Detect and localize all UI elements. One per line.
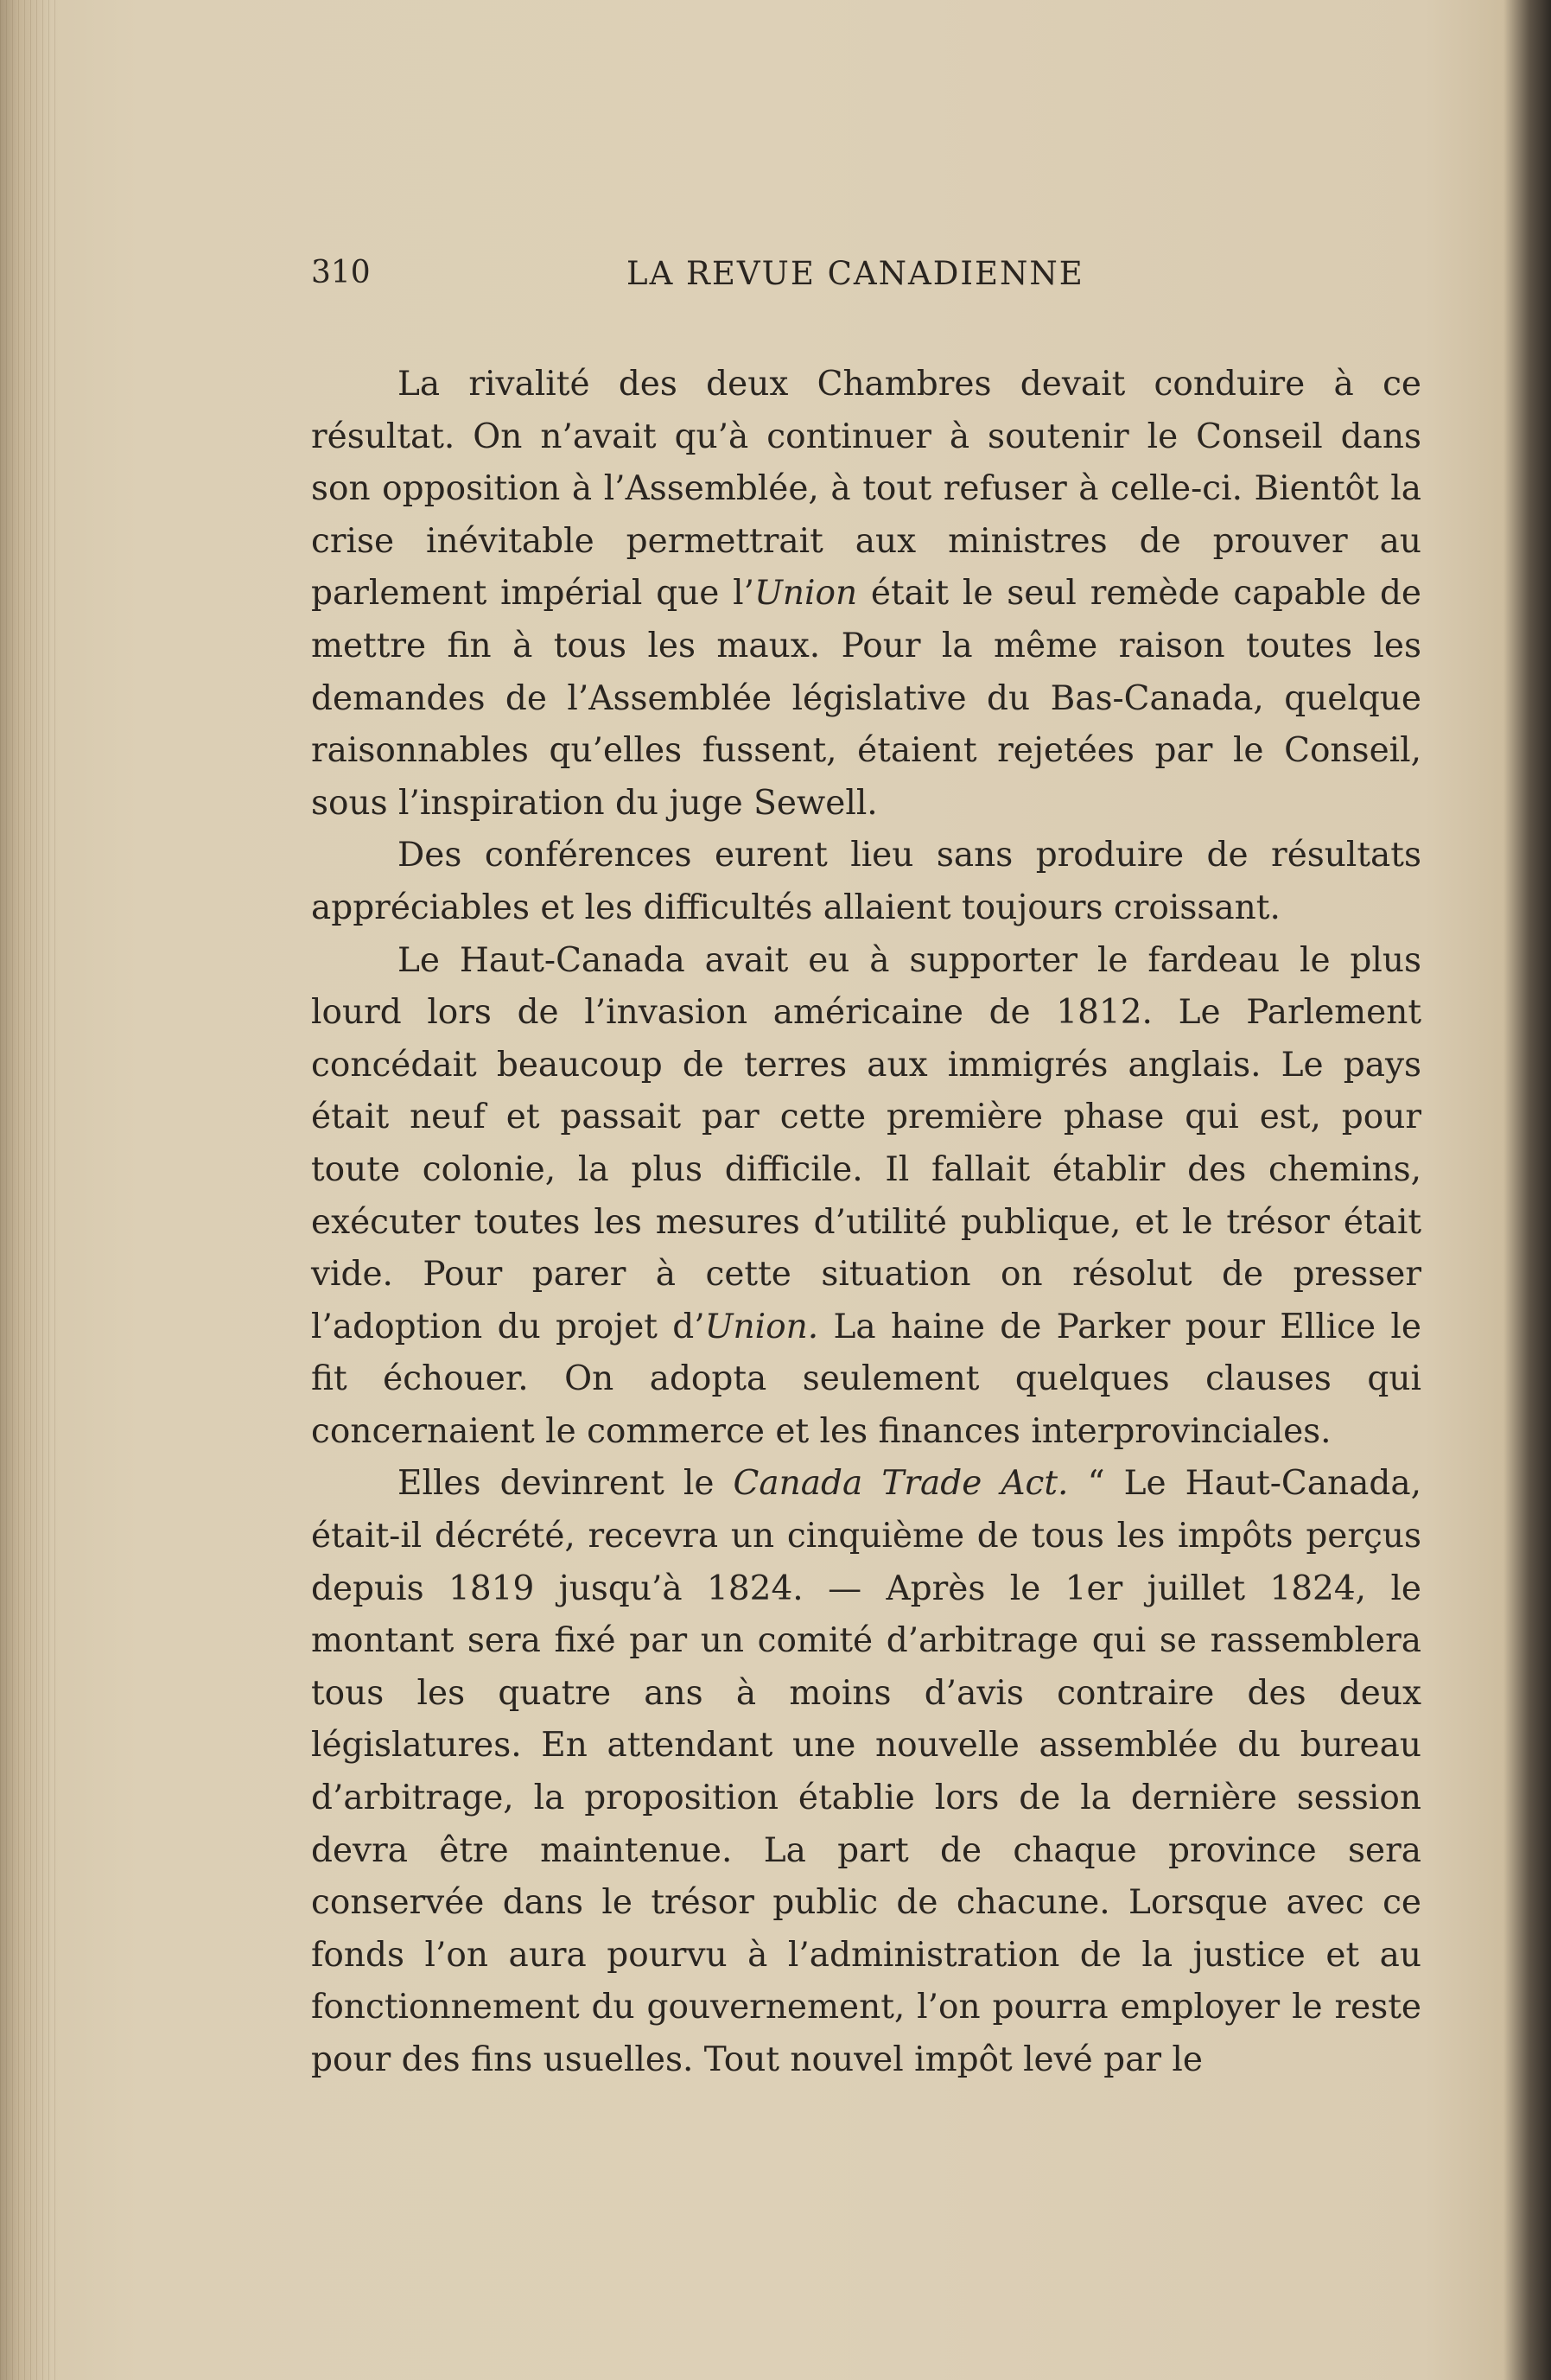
italic-segment: Canada Trade Act. (733, 1464, 1069, 1504)
text-segment: “ Le Haut-Canada, était-il décrété, recevra un cinquième de tous les impôts perçus depuis 1819 jusqu’à 1824. — Après le 1er juillet 1824, le montant sera fixé par un comité d’arbitrage qui se rassemblera tous les quatre ans à moins d’avis contraire des deux législatures. En attendant une nouvelle assemblée du bureau d’arbitrage, la proposition établie lors de la dernière session devra être maintenue. La part de chaque province sera conservée dans le trésor public de chacune. Lorsque avec ce fonds l’on aura pourvu à l’administration de la justice et au fonctionnement du gouvernement, l’on pourra employer le reste pour des fins usuelles. Tout nouvel impôt levé par le (311, 1464, 1421, 2079)
page-number: 310 (311, 255, 371, 290)
text-segment: La haine de Parker pour Ellice le fit échouer. On adopta seulement quelques clauses qui concernaient le commerce et les finances interprovinciales. (311, 1307, 1421, 1451)
text-segment: Le Haut-Canada avait eu à supporter le fardeau le plus lourd lors de l’invasion américaine de 1812. Le Parlement concédait beaucoup de terres aux immigrés anglais. Le pays était neuf et passait par cette première phase qui est, pour toute colonie, la plus difficile. Il fallait établir des chemins, exécuter toutes les mesures d’utilité publique, et le trésor était vide. Pour parer à cette situation on résolut de presser l’adoption du projet d’ (311, 940, 1421, 1346)
running-title: LA REVUE CANADIENNE (626, 255, 1084, 292)
italic-segment: Union. (704, 1307, 819, 1346)
page-gutter-shading (0, 0, 60, 2380)
italic-segment: Union (754, 574, 858, 614)
paragraph (311, 1458, 1421, 2086)
page-header (311, 255, 1175, 307)
paragraph (311, 359, 1421, 830)
paragraph (311, 830, 1421, 934)
body-text (311, 359, 1421, 2087)
text-segment: Des conférences eurent lieu sans produire de résultats appréciables et les difficultés allaient toujours croissant. (311, 836, 1421, 927)
paragraph (311, 935, 1421, 1459)
text-segment: était le seul remède capable de mettre fin à tous les maux. Pour la même raison toutes les demandes de l’Assemblée législative du Bas-Canada, quelque raisonnables qu’elles fussent, étaient rejetées par le Conseil, sous l’inspiration du juge Sewell. (311, 574, 1421, 823)
text-segment: Elles devinrent le (397, 1464, 734, 1504)
text-segment: La rivalité des deux Chambres devait conduire à ce résultat. On n’avait qu’à continuer à soutenir le Conseil dans son opposition à l’Assemblée, à tout refuser à celle-ci. Bientôt la crise inévitable permettrait aux ministres de prouver au parlement impérial que l’ (311, 365, 1421, 614)
